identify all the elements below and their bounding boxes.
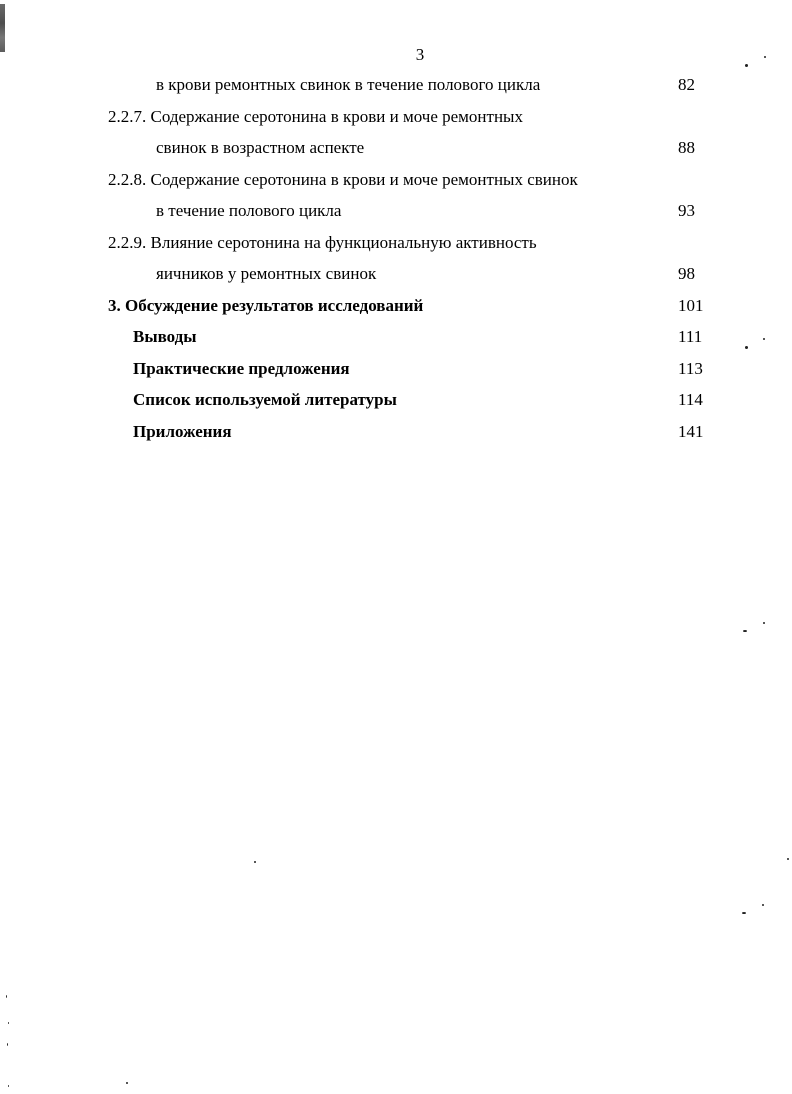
scan-speck bbox=[742, 912, 746, 914]
toc-entry-page: 88 bbox=[678, 138, 695, 157]
toc-entry bbox=[0, 262, 792, 294]
scan-speck bbox=[126, 1082, 128, 1084]
toc-entry bbox=[0, 199, 792, 231]
scan-speck bbox=[787, 858, 789, 860]
page-number: 3 bbox=[415, 45, 425, 64]
toc-entry-title: Выводы bbox=[133, 327, 197, 346]
toc-entry-title: яичников у ремонтных свинок bbox=[156, 264, 377, 283]
toc-entry-title: 2.2.8. Содержание серотонина в крови и моче ремонтных свинок bbox=[108, 169, 578, 189]
toc-entry-page: 82 bbox=[678, 75, 695, 94]
toc-entry bbox=[0, 420, 792, 452]
scan-speck bbox=[745, 64, 748, 67]
toc-entry bbox=[0, 357, 792, 389]
toc-entry-title: в крови ремонтных свинок в течение полового цикла bbox=[156, 75, 541, 94]
scan-speck bbox=[745, 346, 748, 349]
toc-entry-title: 2.2.9. Влияние серотонина на функциональную активность bbox=[108, 232, 537, 252]
toc-entry-title: свинок в возрастном аспекте bbox=[156, 138, 365, 157]
toc-entry-title: Приложения bbox=[133, 421, 232, 441]
toc-entry-page: 114 bbox=[678, 390, 703, 409]
toc-entry-page: 93 bbox=[678, 201, 695, 220]
toc-entry-title: 3. Обсуждение результатов исследований bbox=[108, 295, 424, 315]
toc-entry bbox=[0, 73, 792, 105]
scan-speck bbox=[7, 1043, 8, 1046]
toc-entry-title: Список используемой литературы bbox=[133, 390, 397, 409]
toc-entry-page: 101 bbox=[678, 295, 704, 315]
scan-speck bbox=[764, 56, 766, 58]
toc-entry-title: 2.2.7. Содержание серотонина в крови и моче ремонтных bbox=[108, 106, 523, 126]
toc-entry bbox=[0, 388, 792, 420]
toc-entry-page: 111 bbox=[678, 327, 703, 346]
toc-entry bbox=[0, 136, 792, 168]
scan-speck bbox=[762, 904, 764, 906]
toc-entry-page: 98 bbox=[678, 264, 695, 283]
scan-speck bbox=[8, 1022, 9, 1024]
toc-entry-page: 141 bbox=[678, 421, 704, 441]
toc-entry bbox=[0, 105, 792, 137]
scan-speck bbox=[763, 622, 765, 624]
toc-entry bbox=[0, 231, 792, 263]
toc-entry bbox=[0, 325, 792, 357]
toc-entry bbox=[0, 168, 792, 200]
scan-speck bbox=[743, 630, 747, 632]
toc-entry-title: в течение полового цикла bbox=[156, 201, 342, 220]
toc-entry bbox=[0, 294, 792, 326]
toc-entry-page: 113 bbox=[678, 358, 703, 378]
scan-speck bbox=[8, 1085, 9, 1087]
scan-speck bbox=[763, 338, 765, 340]
scan-speck bbox=[6, 995, 7, 998]
table-of-contents bbox=[0, 73, 792, 451]
toc-entry-title: Практические предложения bbox=[133, 358, 350, 378]
scan-speck bbox=[254, 861, 256, 863]
